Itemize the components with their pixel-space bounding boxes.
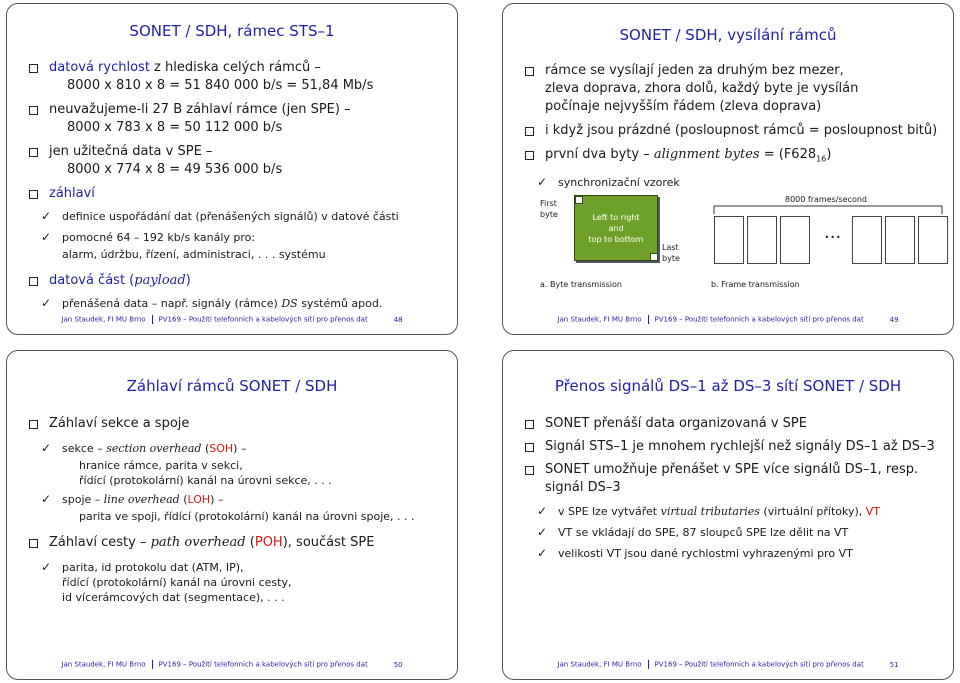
text: ), součást SPE: [282, 535, 375, 550]
bullet-item: [29, 272, 443, 290]
text: (: [201, 442, 210, 455]
text: jen užitečná data v SPE –: [49, 144, 213, 159]
text: (: [245, 535, 255, 550]
emphasis: datová část (: [49, 273, 135, 288]
bullet-item: [29, 415, 443, 433]
abbreviation: POH: [254, 535, 283, 550]
text: systémů apod.: [297, 297, 383, 310]
square-bullet-icon: [29, 190, 38, 199]
square-bullet-icon: [525, 466, 534, 475]
check-item: [41, 230, 443, 245]
slide-footer: [7, 315, 457, 324]
check-item: [41, 492, 443, 507]
footer-author: Jan Staudek, FI MU Brno: [61, 315, 146, 324]
slide-footer: [503, 660, 953, 669]
checkmark-icon: ✓: [537, 504, 548, 518]
last-byte-cell: [650, 253, 658, 261]
slide-footer: [7, 660, 457, 669]
text: VT se vkládají do SPE, 87 sloupců SPE lze dělit na VT: [558, 526, 849, 539]
checkmark-icon: ✓: [537, 525, 548, 539]
square-bullet-icon: [29, 64, 38, 73]
text: (: [179, 493, 188, 506]
text: definice uspořádání dat (přenášených signálů) v datové části: [62, 210, 399, 223]
check-item: [41, 441, 443, 456]
abbreviation: SOH: [209, 442, 234, 455]
frame-box: [918, 216, 948, 264]
label: byte: [540, 210, 558, 219]
bullet-item: [29, 101, 443, 137]
text: alarm, údržbu, řízení, administraci, . . . systému: [62, 248, 326, 261]
checkmark-icon: ✓: [41, 296, 52, 310]
text: ) –: [210, 493, 224, 506]
emphasis: záhlaví: [49, 186, 95, 201]
text: i když jsou prázdné (posloupnost rámců = posloupnost bitů): [545, 123, 938, 138]
emphasis: datová rychlost: [49, 60, 150, 75]
divider: [648, 315, 649, 324]
bullet-item: [29, 534, 443, 552]
check-item: [537, 504, 939, 519]
caption-b: b. Frame transmission: [711, 280, 800, 289]
check-item: [41, 560, 443, 605]
divider: [152, 660, 153, 669]
square-bullet-icon: [525, 67, 534, 76]
label: byte: [662, 254, 680, 263]
frame-box: [714, 216, 744, 264]
slide-body: [525, 415, 939, 567]
footer-author: Jan Staudek, FI MU Brno: [61, 660, 146, 669]
footer-author: Jan Staudek, FI MU Brno: [557, 660, 642, 669]
label: Last: [662, 243, 679, 252]
term: payload: [134, 273, 186, 288]
text: SONET umožňuje přenášet v SPE více signálů DS–1, resp.: [545, 462, 919, 477]
slide-body: [29, 59, 443, 317]
divider: [152, 315, 153, 324]
formula: 8000 x 810 x 8 = 51 840 000 b/s = 51,84 Mb/s: [67, 78, 374, 93]
text: ) –: [233, 442, 247, 455]
square-bullet-icon: [29, 420, 38, 429]
page-number: 48: [393, 315, 403, 324]
term: virtual tributaries: [660, 505, 760, 518]
check-item: [537, 525, 939, 540]
checkmark-icon: ✓: [41, 209, 52, 223]
slide-title: Záhlaví rámců SONET / SDH: [126, 377, 338, 395]
page-number: 50: [393, 660, 403, 669]
frame-block: [574, 195, 658, 261]
square-bullet-icon: [29, 148, 38, 157]
ellipsis: ...: [824, 222, 842, 243]
slide-body: [29, 415, 443, 611]
square-bullet-icon: [525, 151, 534, 160]
checkmark-icon: ✓: [41, 560, 52, 574]
formula: 8000 x 774 x 8 = 49 536 000 b/s: [67, 162, 283, 177]
text: parita ve spoji, řídící (protokolární) kanál na úrovni spoje, . . .: [79, 510, 415, 523]
page-number: 51: [889, 660, 899, 669]
checkmark-icon: ✓: [41, 492, 52, 506]
footer-course: PV169 – Použití telefonních a kabelových sítí pro přenos dat: [158, 660, 368, 669]
text: spoje –: [62, 493, 104, 506]
slide-title: SONET / SDH, vysílání rámců: [619, 26, 837, 44]
text: signál DS–3: [545, 480, 621, 495]
slide-title: SONET / SDH, rámec STS–1: [129, 22, 335, 40]
divider: [648, 660, 649, 669]
slide-body: [525, 62, 939, 196]
term: section overhead: [106, 442, 202, 455]
slide-48: [6, 3, 458, 335]
caption-a: a. Byte transmission: [540, 280, 622, 289]
text: SONET přenáší data organizovaná v SPE: [545, 416, 807, 431]
label: and: [608, 224, 624, 233]
last-byte-label: [662, 242, 680, 264]
check-item: [537, 175, 939, 190]
check-item: [537, 546, 939, 561]
label: Left to right: [592, 213, 640, 222]
rate-label: 8000 frames/second: [784, 195, 868, 204]
frame-box: [852, 216, 882, 264]
bullet-item: [525, 62, 939, 116]
text: neuvažujeme-li 27 B záhlaví rámce (jen SPE) –: [49, 102, 351, 117]
text: řídící (protokolární) kanál na úrovni cesty,: [62, 576, 292, 589]
text: Signál STS–1 je mnohem rychlejší než signály DS–1 až DS–3: [545, 439, 935, 454]
checkmark-icon: ✓: [41, 441, 52, 455]
text: parita, id protokolu dat (ATM, IP),: [62, 561, 244, 574]
label: top to bottom: [588, 235, 644, 244]
text: ): [826, 147, 832, 162]
checkmark-icon: ✓: [537, 174, 548, 189]
slide-footer: [503, 315, 953, 324]
subscript: 16: [816, 154, 827, 164]
footer-course: PV169 – Použití telefonních a kabelových sítí pro přenos dat: [654, 660, 864, 669]
check-item: [41, 209, 443, 224]
first-byte-label: [540, 198, 558, 220]
emphasis: ): [185, 273, 191, 288]
transmission-figure: [530, 192, 950, 297]
text: velikosti VT jsou dané rychlostmi vyhrazenými pro VT: [558, 547, 853, 560]
bullet-item: [525, 438, 939, 456]
bullet-item: [29, 143, 443, 179]
slide-50: [6, 350, 458, 680]
frame-box: [780, 216, 810, 264]
text: synchronizační vzorek: [558, 175, 680, 189]
text: pomocné 64 – 192 kb/s kanály pro:: [62, 231, 256, 244]
text: počínaje nejvyšším řádem (zleva doprava): [545, 99, 822, 114]
rate-bracket: [710, 204, 946, 216]
checkmark-icon: ✓: [537, 546, 548, 560]
text: Záhlaví sekce a spoje: [49, 416, 190, 431]
frame-box: [747, 216, 777, 264]
square-bullet-icon: [525, 443, 534, 452]
text: přenášená data – např. signály (rámce): [62, 297, 282, 310]
term: path overhead: [150, 535, 246, 550]
abbreviation: VT: [865, 505, 881, 518]
bullet-item: [525, 122, 939, 140]
text: řídící (protokolární) kanál na úrovni sekce, . . .: [79, 474, 332, 487]
text: první dva byty –: [545, 147, 654, 162]
text: (virtuální přítoky),: [759, 505, 866, 518]
check-item: [41, 296, 443, 311]
text: rámce se vysílají jeden za druhým bez mezer,: [545, 63, 844, 78]
text: v SPE lze vytvářet: [558, 505, 661, 518]
abbreviation: LOH: [187, 493, 211, 506]
bullet-item: [525, 415, 939, 433]
footer-author: Jan Staudek, FI MU Brno: [557, 315, 642, 324]
text: Záhlaví cesty –: [49, 535, 151, 550]
footer-course: PV169 – Použití telefonních a kabelových sítí pro přenos dat: [158, 315, 368, 324]
text: hranice rámce, parita v sekci,: [79, 459, 243, 472]
square-bullet-icon: [29, 539, 38, 548]
text: z hlediska celých rámců –: [149, 60, 321, 75]
slide-51: [502, 350, 954, 680]
text: sekce –: [62, 442, 107, 455]
formula: 8000 x 783 x 8 = 50 112 000 b/s: [67, 120, 283, 135]
frame-box: [885, 216, 915, 264]
square-bullet-icon: [29, 106, 38, 115]
footer-course: PV169 – Použití telefonních a kabelových sítí pro přenos dat: [654, 315, 864, 324]
square-bullet-icon: [525, 420, 534, 429]
slide-title: Přenos signálů DS–1 až DS–3 sítí SONET / SDH: [554, 377, 902, 395]
bullet-item: [29, 185, 443, 203]
term: alignment bytes: [653, 147, 760, 162]
text: id vícerámcových dat (segmentace), . . .: [62, 591, 285, 604]
detail-block: [79, 458, 443, 488]
term: line overhead: [103, 493, 180, 506]
slide-49: [502, 3, 954, 335]
label: First: [540, 199, 557, 208]
text: = (F628: [759, 147, 817, 162]
checkmark-icon: ✓: [41, 230, 52, 244]
term: DS: [281, 297, 298, 310]
bullet-item: [525, 146, 939, 169]
first-byte-cell: [575, 196, 583, 204]
square-bullet-icon: [525, 127, 534, 136]
square-bullet-icon: [29, 277, 38, 286]
text: zleva doprava, zhora dolů, každý byte je vysílán: [545, 81, 859, 96]
bullet-item: [29, 59, 443, 95]
bullet-item: [525, 461, 939, 497]
page-number: 49: [889, 315, 899, 324]
